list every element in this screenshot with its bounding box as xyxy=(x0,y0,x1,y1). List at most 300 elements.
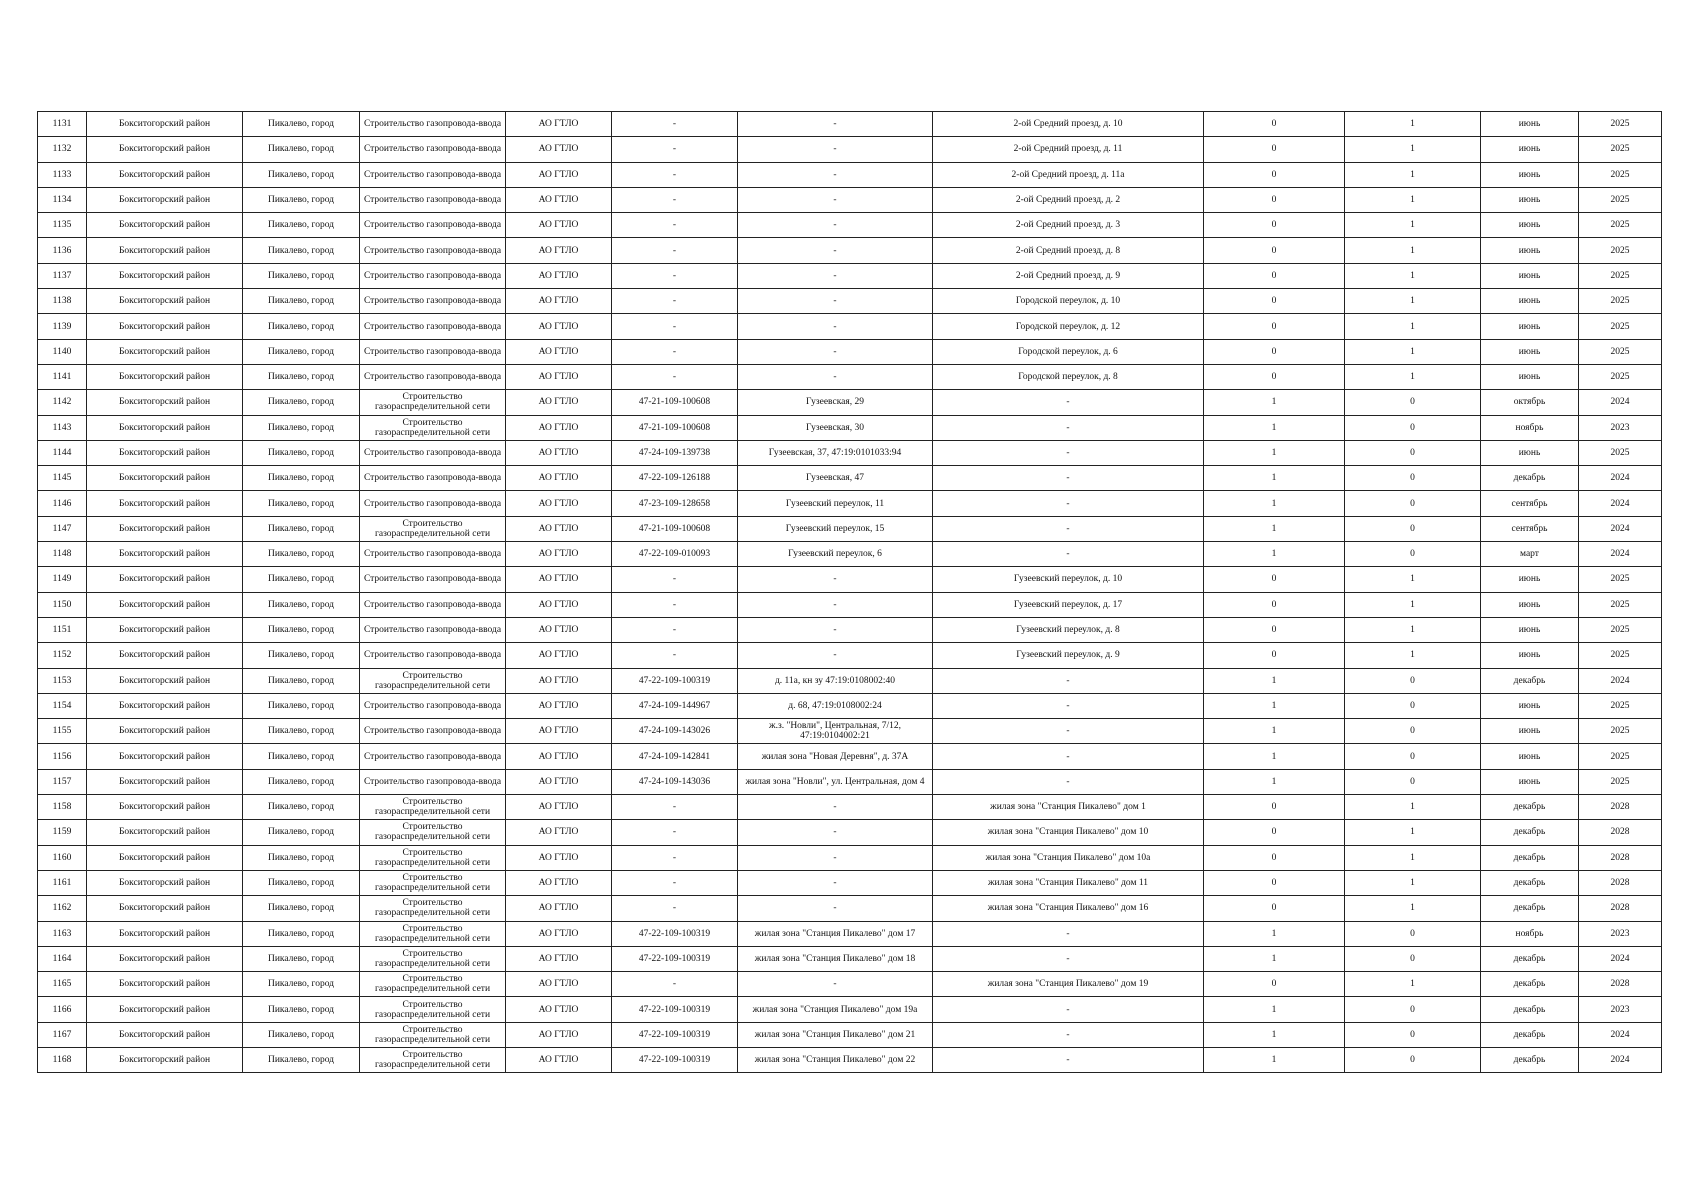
address-planned-cell: Гузеевский переулок, д. 10 xyxy=(933,567,1204,592)
month-cell: июнь xyxy=(1481,137,1579,162)
count-completed-cell: 1 xyxy=(1204,390,1345,415)
locality-cell: Пикалево, город xyxy=(243,263,360,288)
project-code-cell: - xyxy=(612,263,738,288)
project-code-cell: - xyxy=(612,213,738,238)
work-type-cell: Строительство газопровода-ввода xyxy=(360,643,506,668)
address-cell: Гузеевский переулок, 6 xyxy=(738,542,933,567)
work-type-cell: Строительство газопровода-ввода xyxy=(360,491,506,516)
organization-cell: АО ГТЛО xyxy=(506,112,612,137)
row-number-cell: 1135 xyxy=(38,213,87,238)
table-row xyxy=(38,769,1662,794)
address-cell: - xyxy=(738,870,933,895)
organization-cell: АО ГТЛО xyxy=(506,162,612,187)
table-row xyxy=(38,415,1662,440)
row-number-cell: 1146 xyxy=(38,491,87,516)
year-cell: 2024 xyxy=(1579,1047,1662,1072)
district-cell: Бокситогорский район xyxy=(87,668,243,693)
district-cell: Бокситогорский район xyxy=(87,719,243,744)
count-planned-cell: 1 xyxy=(1345,567,1481,592)
address-planned-cell: Гузеевский переулок, д. 17 xyxy=(933,592,1204,617)
year-cell: 2024 xyxy=(1579,668,1662,693)
project-code-cell: 47-22-109-126188 xyxy=(612,466,738,491)
work-type-cell: Строительство газопровода-ввода xyxy=(360,617,506,642)
district-cell: Бокситогорский район xyxy=(87,542,243,567)
district-cell: Бокситогорский район xyxy=(87,364,243,389)
locality-cell: Пикалево, город xyxy=(243,440,360,465)
work-type-cell: Строительство газораспределительной сети xyxy=(360,921,506,946)
organization-cell: АО ГТЛО xyxy=(506,769,612,794)
address-planned-cell: - xyxy=(933,390,1204,415)
district-cell: Бокситогорский район xyxy=(87,896,243,921)
month-cell: декабрь xyxy=(1481,972,1579,997)
project-code-cell: - xyxy=(612,238,738,263)
address-cell: - xyxy=(738,567,933,592)
table-row xyxy=(38,162,1662,187)
count-completed-cell: 0 xyxy=(1204,845,1345,870)
year-cell: 2028 xyxy=(1579,820,1662,845)
work-type-cell: Строительство газопровода-ввода xyxy=(360,744,506,769)
address-planned-cell: - xyxy=(933,542,1204,567)
address-planned-cell: 2-ой Средний проезд, д. 8 xyxy=(933,238,1204,263)
month-cell: ноябрь xyxy=(1481,415,1579,440)
work-type-cell: Строительство газопровода-ввода xyxy=(360,238,506,263)
address-planned-cell: 2-ой Средний проезд, д. 11 xyxy=(933,137,1204,162)
locality-cell: Пикалево, город xyxy=(243,668,360,693)
locality-cell: Пикалево, город xyxy=(243,289,360,314)
locality-cell: Пикалево, город xyxy=(243,137,360,162)
table-row xyxy=(38,364,1662,389)
count-completed-cell: 0 xyxy=(1204,187,1345,212)
district-cell: Бокситогорский район xyxy=(87,137,243,162)
locality-cell: Пикалево, город xyxy=(243,592,360,617)
table-row xyxy=(38,238,1662,263)
count-completed-cell: 1 xyxy=(1204,415,1345,440)
project-code-cell: 47-24-109-139738 xyxy=(612,440,738,465)
month-cell: июнь xyxy=(1481,744,1579,769)
table-row xyxy=(38,466,1662,491)
locality-cell: Пикалево, город xyxy=(243,466,360,491)
district-cell: Бокситогорский район xyxy=(87,238,243,263)
table-row xyxy=(38,946,1662,971)
address-planned-cell: 2-ой Средний проезд, д. 11а xyxy=(933,162,1204,187)
count-planned-cell: 1 xyxy=(1345,870,1481,895)
row-number-cell: 1165 xyxy=(38,972,87,997)
project-code-cell: 47-21-109-100608 xyxy=(612,516,738,541)
month-cell: июнь xyxy=(1481,719,1579,744)
project-code-cell: 47-22-109-100319 xyxy=(612,1047,738,1072)
month-cell: декабрь xyxy=(1481,1047,1579,1072)
project-code-cell: - xyxy=(612,795,738,820)
year-cell: 2025 xyxy=(1579,137,1662,162)
count-completed-cell: 0 xyxy=(1204,238,1345,263)
count-completed-cell: 0 xyxy=(1204,339,1345,364)
count-completed-cell: 1 xyxy=(1204,668,1345,693)
month-cell: декабрь xyxy=(1481,466,1579,491)
address-planned-cell: - xyxy=(933,415,1204,440)
table-row xyxy=(38,795,1662,820)
count-completed-cell: 1 xyxy=(1204,693,1345,718)
table-row xyxy=(38,719,1662,744)
month-cell: декабрь xyxy=(1481,845,1579,870)
work-type-cell: Строительство газопровода-ввода xyxy=(360,339,506,364)
organization-cell: АО ГТЛО xyxy=(506,390,612,415)
year-cell: 2028 xyxy=(1579,870,1662,895)
count-completed-cell: 1 xyxy=(1204,491,1345,516)
organization-cell: АО ГТЛО xyxy=(506,693,612,718)
table-row xyxy=(38,314,1662,339)
count-planned-cell: 0 xyxy=(1345,668,1481,693)
row-number-cell: 1155 xyxy=(38,719,87,744)
table-row xyxy=(38,112,1662,137)
address-planned-cell: - xyxy=(933,1047,1204,1072)
work-type-cell: Строительство газопровода-ввода xyxy=(360,112,506,137)
month-cell: октябрь xyxy=(1481,390,1579,415)
district-cell: Бокситогорский район xyxy=(87,390,243,415)
locality-cell: Пикалево, город xyxy=(243,921,360,946)
table-row xyxy=(38,390,1662,415)
table-row xyxy=(38,643,1662,668)
locality-cell: Пикалево, город xyxy=(243,719,360,744)
address-cell: - xyxy=(738,643,933,668)
count-completed-cell: 0 xyxy=(1204,112,1345,137)
count-completed-cell: 0 xyxy=(1204,162,1345,187)
work-type-cell: Строительство газораспределительной сети xyxy=(360,390,506,415)
table-row xyxy=(38,491,1662,516)
address-planned-cell: Городской переулок, д. 8 xyxy=(933,364,1204,389)
table-row xyxy=(38,972,1662,997)
district-cell: Бокситогорский район xyxy=(87,314,243,339)
address-cell: д. 11а, кн зу 47:19:0108002:40 xyxy=(738,668,933,693)
organization-cell: АО ГТЛО xyxy=(506,263,612,288)
table-row xyxy=(38,440,1662,465)
month-cell: сентябрь xyxy=(1481,516,1579,541)
count-planned-cell: 1 xyxy=(1345,845,1481,870)
count-planned-cell: 1 xyxy=(1345,820,1481,845)
row-number-cell: 1139 xyxy=(38,314,87,339)
address-cell: жилая зона "Станция Пикалево" дом 19а xyxy=(738,997,933,1022)
count-planned-cell: 0 xyxy=(1345,491,1481,516)
address-cell: - xyxy=(738,137,933,162)
organization-cell: АО ГТЛО xyxy=(506,415,612,440)
month-cell: декабрь xyxy=(1481,997,1579,1022)
project-code-cell: 47-22-109-100319 xyxy=(612,946,738,971)
count-planned-cell: 1 xyxy=(1345,339,1481,364)
year-cell: 2023 xyxy=(1579,997,1662,1022)
year-cell: 2025 xyxy=(1579,567,1662,592)
table-row xyxy=(38,263,1662,288)
table-row xyxy=(38,289,1662,314)
count-planned-cell: 1 xyxy=(1345,972,1481,997)
work-type-cell: Строительство газораспределительной сети xyxy=(360,415,506,440)
address-planned-cell: - xyxy=(933,769,1204,794)
row-number-cell: 1131 xyxy=(38,112,87,137)
count-planned-cell: 1 xyxy=(1345,896,1481,921)
year-cell: 2025 xyxy=(1579,643,1662,668)
year-cell: 2028 xyxy=(1579,795,1662,820)
locality-cell: Пикалево, город xyxy=(243,238,360,263)
organization-cell: АО ГТЛО xyxy=(506,592,612,617)
organization-cell: АО ГТЛО xyxy=(506,795,612,820)
count-planned-cell: 0 xyxy=(1345,1047,1481,1072)
year-cell: 2025 xyxy=(1579,162,1662,187)
row-number-cell: 1137 xyxy=(38,263,87,288)
count-planned-cell: 1 xyxy=(1345,592,1481,617)
month-cell: декабрь xyxy=(1481,870,1579,895)
month-cell: июнь xyxy=(1481,112,1579,137)
address-cell: - xyxy=(738,314,933,339)
address-cell: - xyxy=(738,112,933,137)
count-completed-cell: 0 xyxy=(1204,263,1345,288)
work-type-cell: Строительство газопровода-ввода xyxy=(360,263,506,288)
table-row xyxy=(38,896,1662,921)
month-cell: июнь xyxy=(1481,643,1579,668)
count-completed-cell: 0 xyxy=(1204,289,1345,314)
locality-cell: Пикалево, город xyxy=(243,946,360,971)
locality-cell: Пикалево, город xyxy=(243,769,360,794)
district-cell: Бокситогорский район xyxy=(87,769,243,794)
locality-cell: Пикалево, город xyxy=(243,896,360,921)
project-code-cell: - xyxy=(612,972,738,997)
year-cell: 2028 xyxy=(1579,972,1662,997)
year-cell: 2025 xyxy=(1579,238,1662,263)
address-cell: жилая зона "Новли", ул. Центральная, дом 4 xyxy=(738,769,933,794)
address-cell: - xyxy=(738,896,933,921)
district-cell: Бокситогорский район xyxy=(87,972,243,997)
locality-cell: Пикалево, город xyxy=(243,845,360,870)
row-number-cell: 1145 xyxy=(38,466,87,491)
project-code-cell: - xyxy=(612,137,738,162)
address-cell: - xyxy=(738,845,933,870)
district-cell: Бокситогорский район xyxy=(87,263,243,288)
year-cell: 2025 xyxy=(1579,744,1662,769)
month-cell: июнь xyxy=(1481,567,1579,592)
district-cell: Бокситогорский район xyxy=(87,162,243,187)
table-row xyxy=(38,820,1662,845)
project-code-cell: 47-24-109-143026 xyxy=(612,719,738,744)
year-cell: 2025 xyxy=(1579,339,1662,364)
project-code-cell: - xyxy=(612,112,738,137)
work-type-cell: Строительство газопровода-ввода xyxy=(360,162,506,187)
organization-cell: АО ГТЛО xyxy=(506,719,612,744)
locality-cell: Пикалево, город xyxy=(243,390,360,415)
month-cell: ноябрь xyxy=(1481,921,1579,946)
address-planned-cell: Городской переулок, д. 10 xyxy=(933,289,1204,314)
work-type-cell: Строительство газораспределительной сети xyxy=(360,795,506,820)
row-number-cell: 1168 xyxy=(38,1047,87,1072)
address-planned-cell: 2-ой Средний проезд, д. 3 xyxy=(933,213,1204,238)
locality-cell: Пикалево, город xyxy=(243,795,360,820)
table-row xyxy=(38,845,1662,870)
year-cell: 2024 xyxy=(1579,466,1662,491)
project-code-cell: 47-22-109-100319 xyxy=(612,668,738,693)
locality-cell: Пикалево, город xyxy=(243,567,360,592)
address-cell: жилая зона "Станция Пикалево" дом 18 xyxy=(738,946,933,971)
district-cell: Бокситогорский район xyxy=(87,921,243,946)
work-type-cell: Строительство газопровода-ввода xyxy=(360,466,506,491)
table-row xyxy=(38,137,1662,162)
organization-cell: АО ГТЛО xyxy=(506,668,612,693)
organization-cell: АО ГТЛО xyxy=(506,617,612,642)
district-cell: Бокситогорский район xyxy=(87,693,243,718)
count-planned-cell: 0 xyxy=(1345,921,1481,946)
row-number-cell: 1134 xyxy=(38,187,87,212)
year-cell: 2024 xyxy=(1579,491,1662,516)
district-cell: Бокситогорский район xyxy=(87,795,243,820)
table-row xyxy=(38,187,1662,212)
work-type-cell: Строительство газопровода-ввода xyxy=(360,769,506,794)
year-cell: 2024 xyxy=(1579,516,1662,541)
project-code-cell: 47-22-109-010093 xyxy=(612,542,738,567)
count-planned-cell: 0 xyxy=(1345,415,1481,440)
project-code-cell: - xyxy=(612,162,738,187)
district-cell: Бокситогорский район xyxy=(87,592,243,617)
locality-cell: Пикалево, город xyxy=(243,997,360,1022)
month-cell: июнь xyxy=(1481,289,1579,314)
row-number-cell: 1154 xyxy=(38,693,87,718)
address-planned-cell: жилая зона "Станция Пикалево" дом 11 xyxy=(933,870,1204,895)
row-number-cell: 1143 xyxy=(38,415,87,440)
address-planned-cell: жилая зона "Станция Пикалево" дом 19 xyxy=(933,972,1204,997)
count-completed-cell: 1 xyxy=(1204,516,1345,541)
row-number-cell: 1158 xyxy=(38,795,87,820)
count-completed-cell: 0 xyxy=(1204,896,1345,921)
row-number-cell: 1149 xyxy=(38,567,87,592)
organization-cell: АО ГТЛО xyxy=(506,643,612,668)
count-completed-cell: 1 xyxy=(1204,744,1345,769)
work-type-cell: Строительство газораспределительной сети xyxy=(360,845,506,870)
table-row xyxy=(38,1022,1662,1047)
work-type-cell: Строительство газопровода-ввода xyxy=(360,592,506,617)
count-planned-cell: 1 xyxy=(1345,314,1481,339)
address-planned-cell: - xyxy=(933,440,1204,465)
year-cell: 2023 xyxy=(1579,415,1662,440)
row-number-cell: 1142 xyxy=(38,390,87,415)
count-planned-cell: 1 xyxy=(1345,263,1481,288)
project-code-cell: - xyxy=(612,314,738,339)
count-planned-cell: 0 xyxy=(1345,997,1481,1022)
project-code-cell: - xyxy=(612,820,738,845)
organization-cell: АО ГТЛО xyxy=(506,1022,612,1047)
work-type-cell: Строительство газопровода-ввода xyxy=(360,137,506,162)
count-completed-cell: 1 xyxy=(1204,1047,1345,1072)
count-completed-cell: 1 xyxy=(1204,542,1345,567)
address-cell: - xyxy=(738,162,933,187)
organization-cell: АО ГТЛО xyxy=(506,364,612,389)
year-cell: 2028 xyxy=(1579,896,1662,921)
month-cell: июнь xyxy=(1481,162,1579,187)
address-cell: жилая зона "Новая Деревня", д. 37А xyxy=(738,744,933,769)
address-cell: Гузеевская, 29 xyxy=(738,390,933,415)
year-cell: 2025 xyxy=(1579,719,1662,744)
district-cell: Бокситогорский район xyxy=(87,1022,243,1047)
year-cell: 2024 xyxy=(1579,542,1662,567)
count-planned-cell: 0 xyxy=(1345,466,1481,491)
month-cell: июнь xyxy=(1481,364,1579,389)
project-code-cell: - xyxy=(612,896,738,921)
month-cell: июнь xyxy=(1481,187,1579,212)
project-code-cell: 47-24-109-142841 xyxy=(612,744,738,769)
address-planned-cell: жилая зона "Станция Пикалево" дом 1 xyxy=(933,795,1204,820)
count-planned-cell: 0 xyxy=(1345,946,1481,971)
count-planned-cell: 0 xyxy=(1345,719,1481,744)
year-cell: 2025 xyxy=(1579,314,1662,339)
project-code-cell: - xyxy=(612,187,738,212)
work-type-cell: Строительство газораспределительной сети xyxy=(360,820,506,845)
organization-cell: АО ГТЛО xyxy=(506,845,612,870)
locality-cell: Пикалево, город xyxy=(243,1047,360,1072)
district-cell: Бокситогорский район xyxy=(87,744,243,769)
organization-cell: АО ГТЛО xyxy=(506,542,612,567)
project-code-cell: 47-21-109-100608 xyxy=(612,390,738,415)
address-planned-cell: - xyxy=(933,946,1204,971)
row-number-cell: 1133 xyxy=(38,162,87,187)
count-completed-cell: 0 xyxy=(1204,567,1345,592)
district-cell: Бокситогорский район xyxy=(87,643,243,668)
table-row xyxy=(38,744,1662,769)
month-cell: июнь xyxy=(1481,238,1579,263)
district-cell: Бокситогорский район xyxy=(87,567,243,592)
row-number-cell: 1160 xyxy=(38,845,87,870)
locality-cell: Пикалево, город xyxy=(243,187,360,212)
count-completed-cell: 0 xyxy=(1204,643,1345,668)
count-planned-cell: 1 xyxy=(1345,187,1481,212)
row-number-cell: 1147 xyxy=(38,516,87,541)
locality-cell: Пикалево, город xyxy=(243,415,360,440)
year-cell: 2025 xyxy=(1579,440,1662,465)
address-planned-cell: - xyxy=(933,997,1204,1022)
count-completed-cell: 1 xyxy=(1204,1022,1345,1047)
address-planned-cell: - xyxy=(933,516,1204,541)
table-body xyxy=(38,112,1662,1073)
organization-cell: АО ГТЛО xyxy=(506,314,612,339)
address-planned-cell: 2-ой Средний проезд, д. 9 xyxy=(933,263,1204,288)
address-cell: - xyxy=(738,364,933,389)
row-number-cell: 1152 xyxy=(38,643,87,668)
count-completed-cell: 0 xyxy=(1204,820,1345,845)
address-cell: Гузеевский переулок, 15 xyxy=(738,516,933,541)
district-cell: Бокситогорский район xyxy=(87,466,243,491)
count-planned-cell: 0 xyxy=(1345,516,1481,541)
locality-cell: Пикалево, город xyxy=(243,491,360,516)
address-cell: - xyxy=(738,187,933,212)
locality-cell: Пикалево, город xyxy=(243,112,360,137)
project-code-cell: 47-21-109-100608 xyxy=(612,415,738,440)
project-code-cell: 47-24-109-144967 xyxy=(612,693,738,718)
address-planned-cell: Городской переулок, д. 6 xyxy=(933,339,1204,364)
organization-cell: АО ГТЛО xyxy=(506,567,612,592)
count-planned-cell: 1 xyxy=(1345,137,1481,162)
work-type-cell: Строительство газораспределительной сети xyxy=(360,1022,506,1047)
count-completed-cell: 0 xyxy=(1204,213,1345,238)
table-row xyxy=(38,1047,1662,1072)
count-planned-cell: 1 xyxy=(1345,112,1481,137)
row-number-cell: 1161 xyxy=(38,870,87,895)
locality-cell: Пикалево, город xyxy=(243,744,360,769)
year-cell: 2025 xyxy=(1579,592,1662,617)
table-row xyxy=(38,668,1662,693)
organization-cell: АО ГТЛО xyxy=(506,440,612,465)
year-cell: 2024 xyxy=(1579,946,1662,971)
table-row xyxy=(38,339,1662,364)
address-planned-cell: Гузеевский переулок, д. 9 xyxy=(933,643,1204,668)
district-cell: Бокситогорский район xyxy=(87,820,243,845)
work-type-cell: Строительство газораспределительной сети xyxy=(360,1047,506,1072)
project-code-cell: - xyxy=(612,364,738,389)
gasification-table xyxy=(37,111,1662,1073)
work-type-cell: Строительство газораспределительной сети xyxy=(360,668,506,693)
organization-cell: АО ГТЛО xyxy=(506,238,612,263)
district-cell: Бокситогорский район xyxy=(87,415,243,440)
